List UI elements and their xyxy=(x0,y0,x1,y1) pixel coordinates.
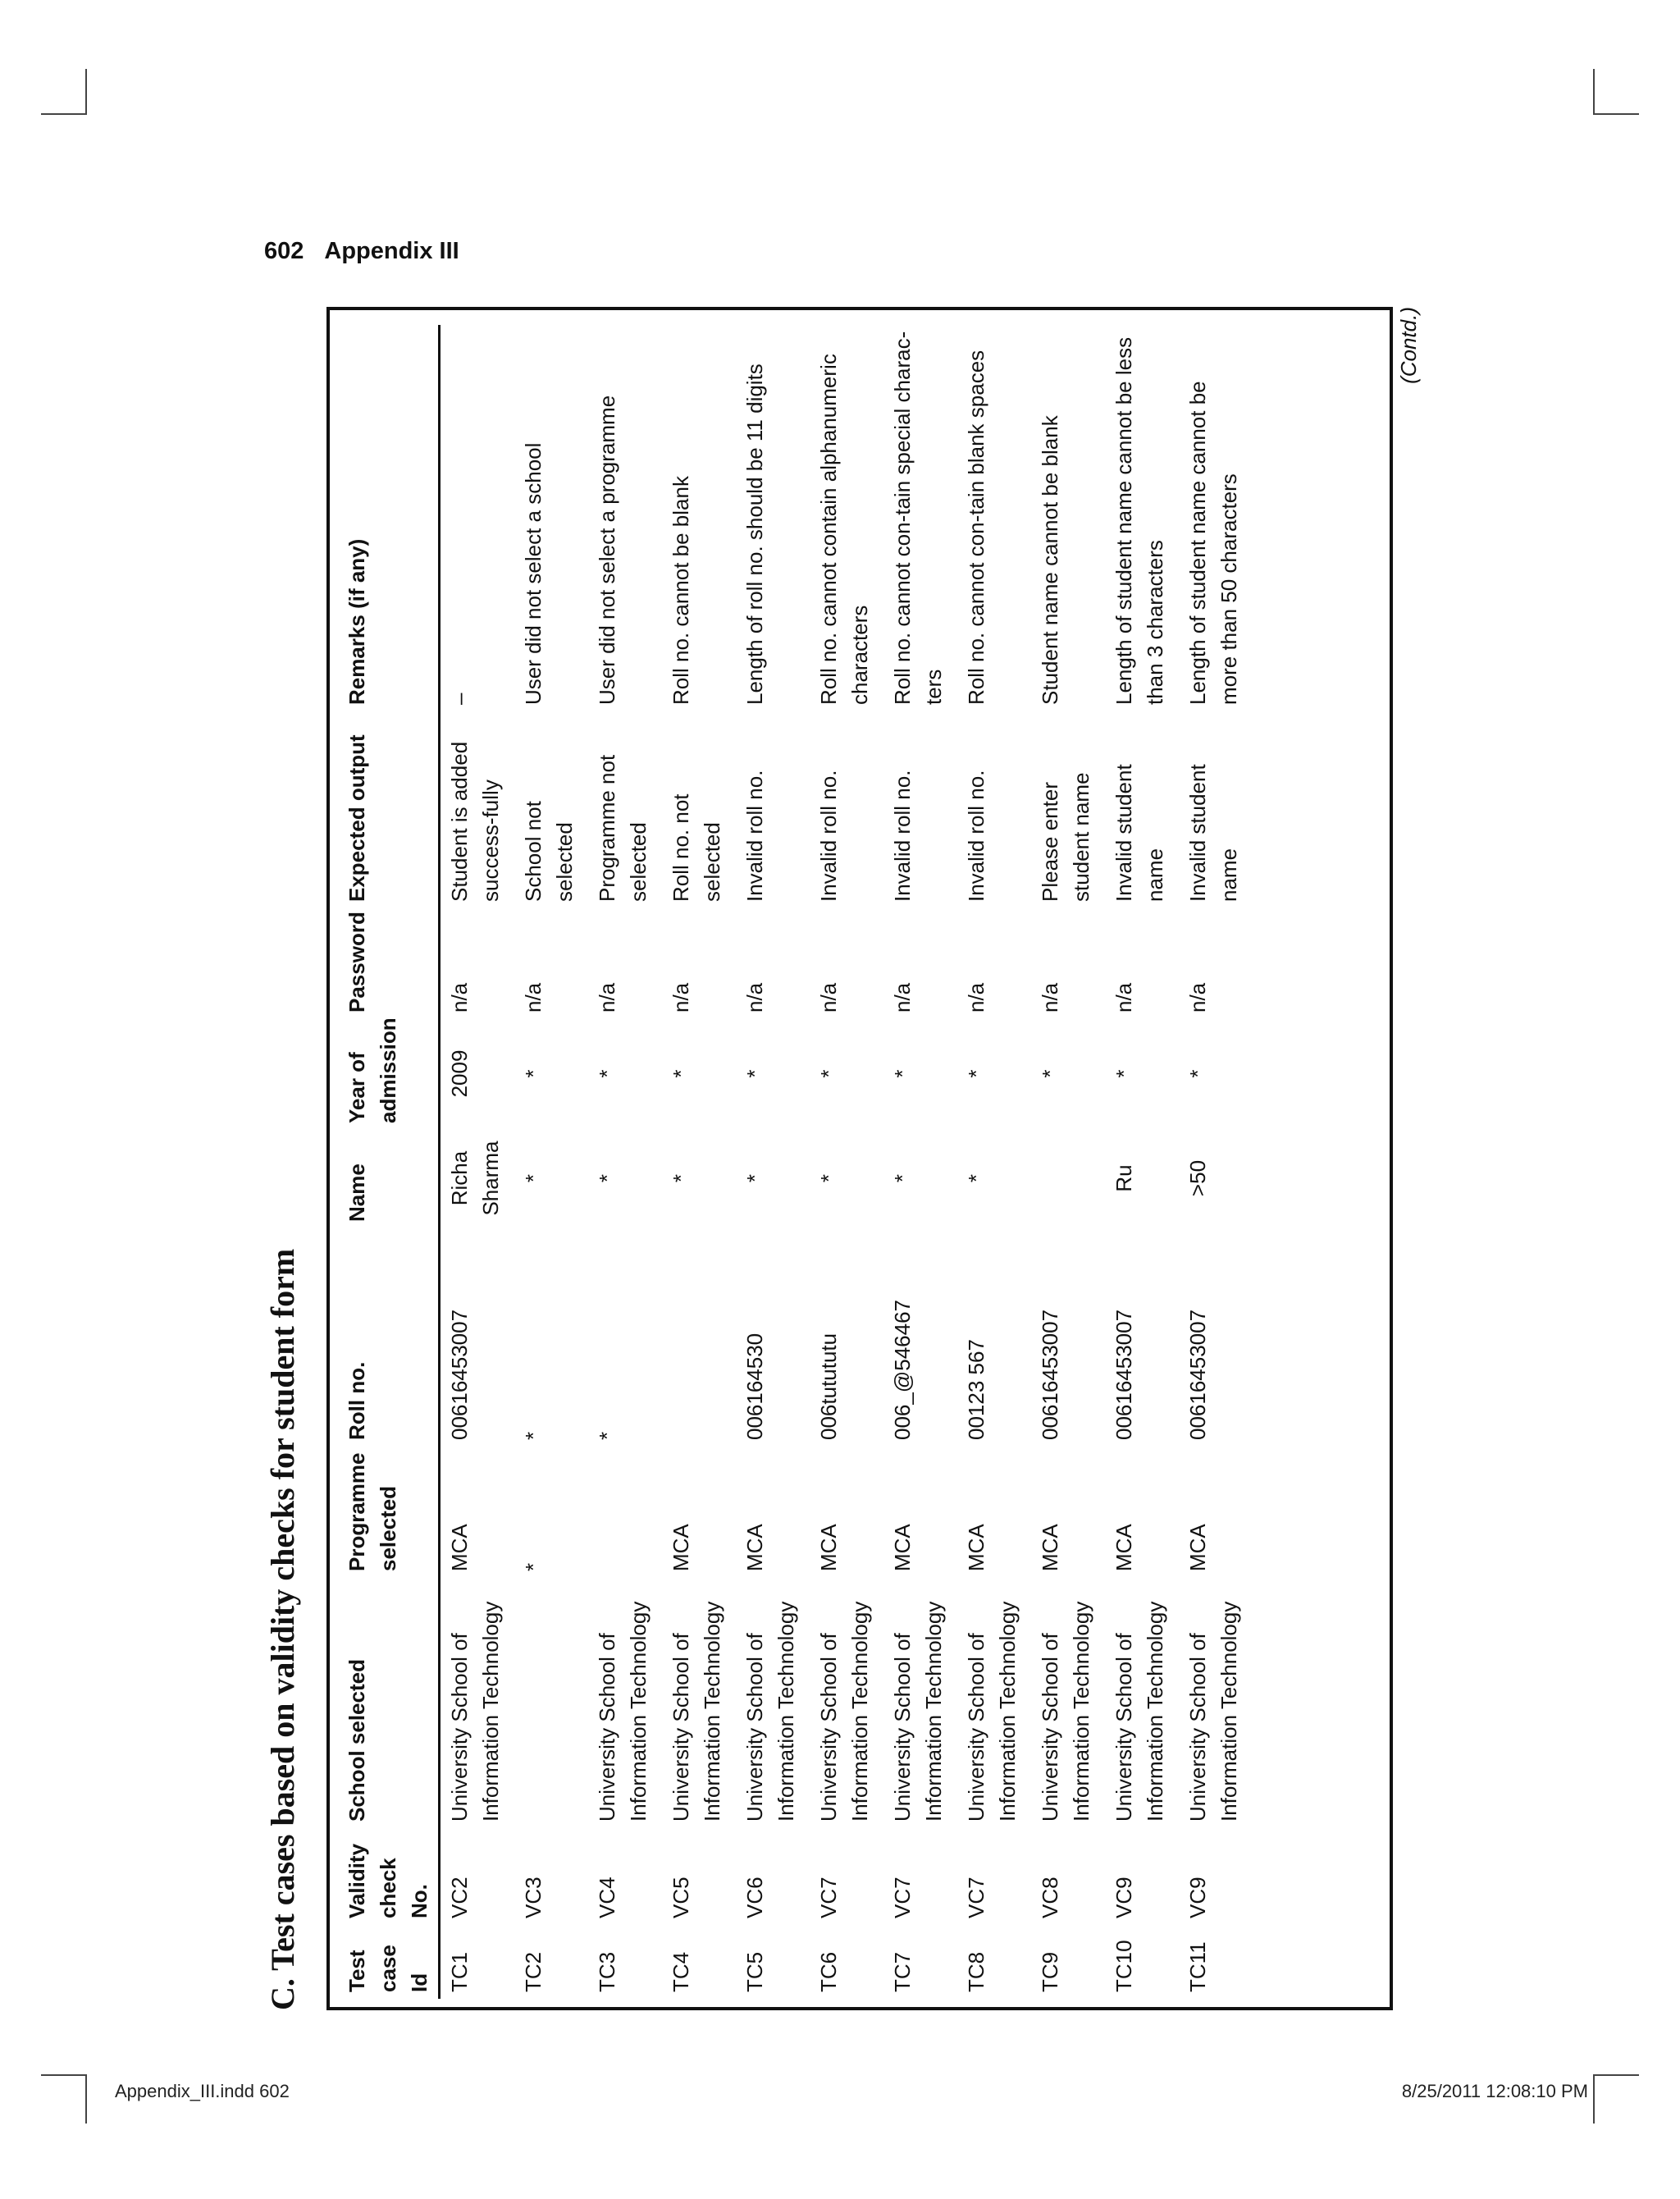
table-cell: Roll no. cannot con-tain special charac-ters xyxy=(890,331,946,705)
table-cell: * xyxy=(742,1173,767,1183)
header-row xyxy=(341,325,440,1999)
test-cases-table xyxy=(341,325,1253,1999)
table-cell: MCA xyxy=(1112,1524,1136,1571)
table-cell: University School of Information Technology xyxy=(742,1601,798,1822)
table-cell: University School of Information Technology xyxy=(1112,1601,1167,1822)
crop-mark xyxy=(1593,2074,1595,2124)
table-cell: Roll no. cannot con-tain blank spaces xyxy=(964,350,988,705)
table-cell: n/a xyxy=(521,982,546,1013)
table-cell: MCA xyxy=(669,1524,693,1571)
table-cell xyxy=(514,1578,588,1828)
slug-right: 8/25/2011 12:08:10 PM xyxy=(1401,2081,1588,2101)
table-cell: 00616453007 xyxy=(447,1309,472,1440)
table-cell: 00616453007 xyxy=(1112,1309,1136,1440)
table-cell: MCA xyxy=(890,1524,915,1571)
table-header xyxy=(341,325,440,1999)
table-cell: TC1 xyxy=(447,1951,472,1992)
table-title: C. Test cases based on validity checks for student form xyxy=(264,1248,301,2010)
table-cell: TC10 xyxy=(1112,1940,1136,1992)
table-cell: VC6 xyxy=(742,1877,767,1918)
table-row xyxy=(1031,325,1105,1999)
table-cell: Invalid roll no. xyxy=(816,770,841,902)
table-cell: TC4 xyxy=(669,1951,693,1992)
table-cell: TC2 xyxy=(521,1951,546,1992)
table-cell: VC9 xyxy=(1112,1877,1136,1918)
table-cell: 006_@546467 xyxy=(890,1300,915,1440)
table-row xyxy=(514,325,588,1999)
table-cell: VC9 xyxy=(1185,1877,1210,1918)
running-header xyxy=(264,238,459,265)
table-cell: * xyxy=(742,1069,767,1078)
column-header: Roll no. xyxy=(341,1228,440,1447)
crop-mark xyxy=(1593,113,1639,115)
table-cell: n/a xyxy=(742,982,767,1013)
column-header: Name xyxy=(341,1130,440,1228)
crop-mark xyxy=(85,2074,87,2124)
table-cell: VC8 xyxy=(1038,1877,1062,1918)
table-cell: TC7 xyxy=(890,1951,915,1992)
table-cell: 00616453007 xyxy=(1038,1309,1062,1440)
table-cell: * xyxy=(521,1562,546,1571)
table-cell: Invalid roll no. xyxy=(964,770,988,902)
table-cell: MCA xyxy=(742,1524,767,1571)
table-cell: n/a xyxy=(816,982,841,1013)
table-cell: Roll no. cannot be blank xyxy=(669,476,693,705)
table-cell: Please enter student name xyxy=(1038,772,1093,902)
column-header: Programme selected xyxy=(341,1447,440,1578)
column-header: School selected xyxy=(341,1578,440,1828)
table-row xyxy=(662,325,736,1999)
table-cell: MCA xyxy=(1038,1524,1062,1571)
table-cell: TC6 xyxy=(816,1951,841,1992)
crop-mark xyxy=(41,2074,87,2076)
table-cell: VC2 xyxy=(447,1877,472,1918)
rotated-content xyxy=(261,304,1426,2010)
table-cell: MCA xyxy=(1185,1524,1210,1571)
table-cell: University School of Information Technology xyxy=(1038,1601,1093,1822)
table-cell: * xyxy=(816,1069,841,1078)
table-cell: n/a xyxy=(964,982,988,1013)
column-header: Remarks (if any) xyxy=(341,325,440,711)
table-cell: * xyxy=(595,1069,619,1078)
table-cell: 2009 xyxy=(447,1049,472,1098)
table-cell: n/a xyxy=(595,982,619,1013)
table-cell: MCA xyxy=(447,1524,472,1571)
table-cell: Student name cannot be blank xyxy=(1038,415,1062,705)
table-row xyxy=(1179,325,1253,1999)
table-cell: * xyxy=(1038,1069,1062,1078)
crop-mark xyxy=(85,69,87,115)
table-cell xyxy=(588,1447,662,1578)
contd-label: (Contd.) xyxy=(1396,307,1421,384)
table-cell: Invalid student name xyxy=(1185,764,1241,902)
table-cell: Invalid roll no. xyxy=(742,770,767,902)
table-cell: MCA xyxy=(816,1524,841,1571)
table-cell: TC8 xyxy=(964,1951,988,1992)
table-cell: University School of Information Technology xyxy=(890,1601,946,1822)
table-cell: Length of roll no. should be 11 digits xyxy=(742,363,767,705)
table-cell: University School of Information Technology xyxy=(816,1601,872,1822)
table-cell: University School of Information Technology xyxy=(595,1601,651,1822)
table-cell: n/a xyxy=(669,982,693,1013)
table-cell: TC5 xyxy=(742,1951,767,1992)
table-cell: VC5 xyxy=(669,1877,693,1918)
table-cell: Ru xyxy=(1112,1164,1136,1192)
table-cell: * xyxy=(595,1173,619,1183)
table-row xyxy=(957,325,1031,1999)
table-cell: * xyxy=(1112,1069,1136,1078)
table-cell: VC4 xyxy=(595,1877,619,1918)
table-cell: Roll no. not selected xyxy=(669,793,724,902)
table-cell: * xyxy=(669,1173,693,1183)
table-row xyxy=(736,325,810,1999)
table-cell: 006164530 xyxy=(742,1333,767,1440)
table-cell: VC7 xyxy=(890,1877,915,1918)
table-row xyxy=(810,325,883,1999)
table-cell: User did not select a school xyxy=(521,442,546,705)
crop-mark xyxy=(41,113,87,115)
table-cell: VC7 xyxy=(964,1877,988,1918)
table-cell: n/a xyxy=(1038,982,1062,1013)
table-cell: n/a xyxy=(890,982,915,1013)
table-cell xyxy=(662,1228,736,1447)
column-header: Password xyxy=(341,908,440,1019)
table-cell: * xyxy=(521,1431,546,1440)
table-cell: Programme not selected xyxy=(595,754,651,902)
column-header: Year of admission xyxy=(341,1019,440,1130)
table-cell: User did not select a programme xyxy=(595,395,619,705)
table-cell: * xyxy=(890,1069,915,1078)
table-cell: University School of Information Technology xyxy=(1185,1601,1241,1822)
slug-left: Appendix_III.indd 602 xyxy=(115,2081,290,2101)
section-title: Appendix III xyxy=(324,238,459,264)
table-row xyxy=(1105,325,1179,1999)
table-body xyxy=(440,325,1253,1999)
table-cell: MCA xyxy=(964,1524,988,1571)
table-cell: * xyxy=(964,1173,988,1183)
column-header: Expected output xyxy=(341,711,440,908)
table-cell: University School of Information Technology xyxy=(669,1601,724,1822)
table-cell: School not selected xyxy=(521,801,577,902)
column-header: Validity check No. xyxy=(341,1828,440,1925)
table-cell: * xyxy=(521,1069,546,1078)
page-number: 602 xyxy=(264,238,304,264)
table-cell: Richa Sharma xyxy=(447,1141,503,1216)
table-cell: * xyxy=(964,1069,988,1078)
table-cell: n/a xyxy=(1185,982,1210,1013)
table-cell: * xyxy=(816,1173,841,1183)
table-cell: Invalid student name xyxy=(1112,764,1167,902)
table-cell: >50 xyxy=(1185,1159,1210,1197)
table-cell: 00123 567 xyxy=(964,1339,988,1440)
table-cell: * xyxy=(669,1069,693,1078)
table-row xyxy=(883,325,957,1999)
table-cell: 00616453007 xyxy=(1185,1309,1210,1440)
table-cell: * xyxy=(890,1173,915,1183)
table-cell: Length of student name cannot be more than 50 characters xyxy=(1185,381,1241,705)
table-cell: TC11 xyxy=(1185,1941,1210,1992)
table-cell: * xyxy=(595,1431,619,1440)
table-cell: University School of Information Technology xyxy=(964,1601,1020,1822)
table-cell: – xyxy=(447,693,472,705)
table-cell: University School of Information Technology xyxy=(447,1601,503,1822)
crop-mark xyxy=(1593,2074,1639,2076)
table-row xyxy=(588,325,662,1999)
table-cell xyxy=(1031,1130,1105,1228)
table-cell: n/a xyxy=(1112,982,1136,1013)
table-cell: Invalid roll no. xyxy=(890,770,915,902)
table-cell: n/a xyxy=(447,982,472,1013)
table-cell: TC9 xyxy=(1038,1951,1062,1992)
table-cell: 006tutututu xyxy=(816,1333,841,1440)
table-cell: TC3 xyxy=(595,1951,619,1992)
table-cell: * xyxy=(521,1173,546,1183)
table-cell: Roll no. cannot contain alphanumeric characters xyxy=(816,354,872,705)
column-header: Test case Id xyxy=(341,1925,440,1999)
table-frame xyxy=(326,307,1393,2010)
table-cell: * xyxy=(1185,1069,1210,1078)
table-cell: Length of student name cannot be less than 3 characters xyxy=(1112,336,1167,705)
table-cell: VC3 xyxy=(521,1877,546,1918)
crop-mark xyxy=(1593,69,1595,115)
table-cell: VC7 xyxy=(816,1877,841,1918)
table-cell: Student is added success-fully xyxy=(447,741,503,902)
table-row xyxy=(440,325,515,1999)
